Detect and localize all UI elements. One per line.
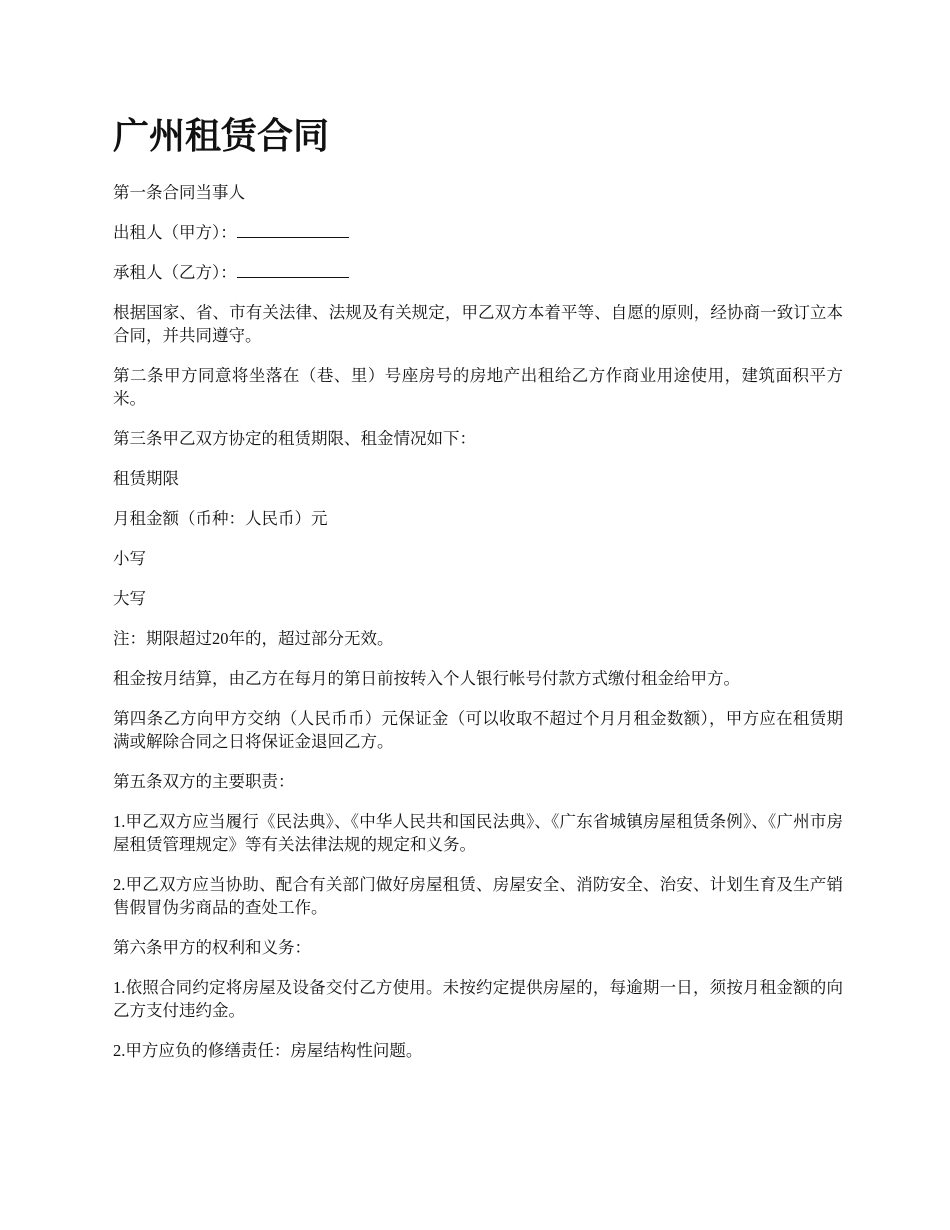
amount-uppercase-line: 大写 xyxy=(113,589,146,608)
lessor-label: 出租人（甲方）： xyxy=(113,223,237,242)
clause-5-item-1: 1.甲乙双方应当履行《民法典》、《中华人民共和国民法典》、《广东省城镇房屋租赁条例》、《广州市房屋租赁管理规定》等有关法律法规的规定和义务。 xyxy=(113,812,843,854)
lessor-blank xyxy=(237,223,349,238)
document-page xyxy=(113,112,843,1079)
clause-2-paragraph: 第二条甲方同意将坐落在（巷、里）号座房号的房地产出租给乙方作商业用途使用，建筑面积平方米。 xyxy=(113,366,843,408)
term-note-line: 注：期限超过20年的，超过部分无效。 xyxy=(113,629,394,648)
clause-6-item-1: 1.依照合同约定将房屋及设备交付乙方使用。未按约定提供房屋的，每逾期一日，须按月租金额的向乙方支付违约金。 xyxy=(113,978,843,1020)
preamble-paragraph: 根据国家、省、市有关法律、法规及有关规定，甲乙双方本着平等、自愿的原则，经协商一致订立本合同，并共同遵守。 xyxy=(113,303,843,345)
rent-settlement-paragraph: 租金按月结算，由乙方在每月的第日前按转入个人银行帐号付款方式缴付租金给甲方。 xyxy=(113,669,740,688)
lessee-line xyxy=(113,261,843,284)
clause-6-item-2: 2.甲方应负的修缮责任：房屋结构性问题。 xyxy=(113,1041,423,1060)
document-title: 广州租赁合同 xyxy=(113,115,330,157)
lessor-line xyxy=(113,221,843,244)
clause-6-heading: 第六条甲方的权利和义务： xyxy=(113,938,311,957)
lease-term-line: 租赁期限 xyxy=(113,469,179,488)
lessee-blank xyxy=(237,263,349,278)
clause-3-heading: 第三条甲乙双方协定的租赁期限、租金情况如下： xyxy=(113,429,476,448)
clause-4-paragraph: 第四条乙方向甲方交纳（人民币币）元保证金（可以收取不超过个月月租金数额），甲方应在租赁期满或解除合同之日将保证金退回乙方。 xyxy=(113,709,843,751)
clause-1-heading: 第一条合同当事人 xyxy=(113,183,245,202)
clause-5-heading: 第五条双方的主要职责： xyxy=(113,772,295,791)
clause-5-item-2: 2.甲乙双方应当协助、配合有关部门做好房屋租赁、房屋安全、消防安全、治安、计划生育及生产销售假冒伪劣商品的查处工作。 xyxy=(113,875,843,917)
monthly-rent-line: 月租金额（币种：人民币）元 xyxy=(113,509,328,528)
lessee-label: 承租人（乙方）： xyxy=(113,263,237,282)
amount-lowercase-line: 小写 xyxy=(113,549,146,568)
